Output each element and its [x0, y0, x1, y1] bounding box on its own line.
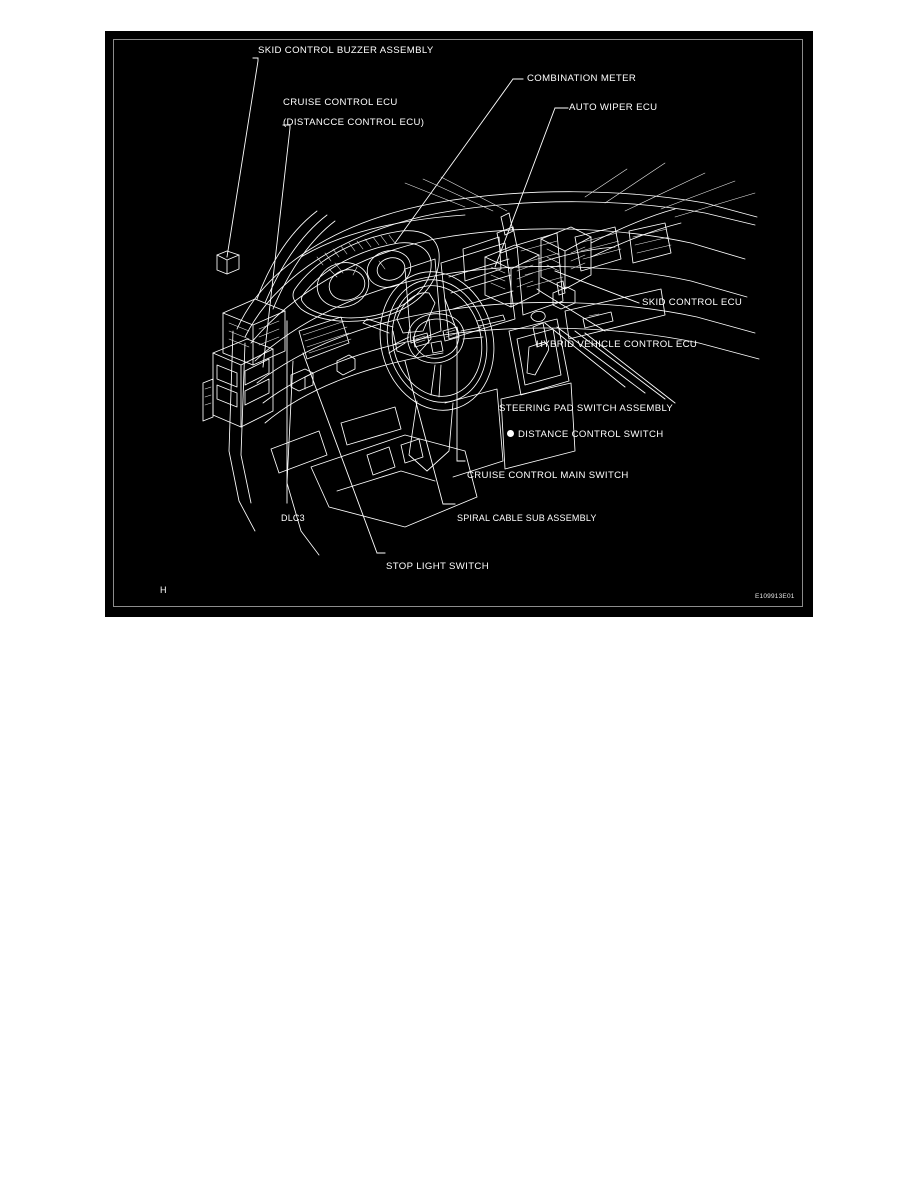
dashboard-line-art — [105, 31, 813, 617]
callout-distance-control-switch-label: DISTANCE CONTROL SWITCH — [518, 429, 664, 440]
callout-stop-light-switch: STOP LIGHT SWITCH — [386, 561, 489, 572]
dashboard-body — [229, 163, 759, 555]
callout-skid-control-buzzer-assembly: SKID CONTROL BUZZER ASSEMBLY — [258, 45, 434, 56]
figure-code: E109913E01 — [755, 593, 795, 600]
page-marker: H — [160, 585, 167, 595]
callout-cruise-control-ecu: CRUISE CONTROL ECU — [283, 97, 398, 108]
callout-hybrid-vehicle-control-ecu: HYBRID VEHICLE CONTROL ECU — [536, 339, 698, 350]
figure-panel — [105, 31, 813, 617]
callout-skid-control-ecu: SKID CONTROL ECU — [642, 297, 743, 308]
callout-distance-control-switch — [507, 429, 664, 441]
callout-combination-meter: COMBINATION METER — [527, 73, 637, 84]
callout-steering-pad-switch-assembly: STEERING PAD SWITCH ASSEMBLY — [499, 403, 674, 414]
callout-spiral-cable-sub-assembly: SPIRAL CABLE SUB ASSEMBLY — [457, 513, 597, 523]
driver-junction-block — [203, 211, 335, 427]
callout-cruise-control-main-switch: CRUISE CONTROL MAIN SWITCH — [467, 470, 629, 481]
misc-components — [291, 355, 355, 391]
callout-distance-control-ecu: (DISTANCCE CONTROL ECU) — [283, 117, 425, 128]
callout-auto-wiper-ecu: AUTO WIPER ECU — [569, 102, 658, 113]
bullet-icon — [507, 430, 514, 437]
callout-dlc3: DLC3 — [281, 513, 305, 523]
